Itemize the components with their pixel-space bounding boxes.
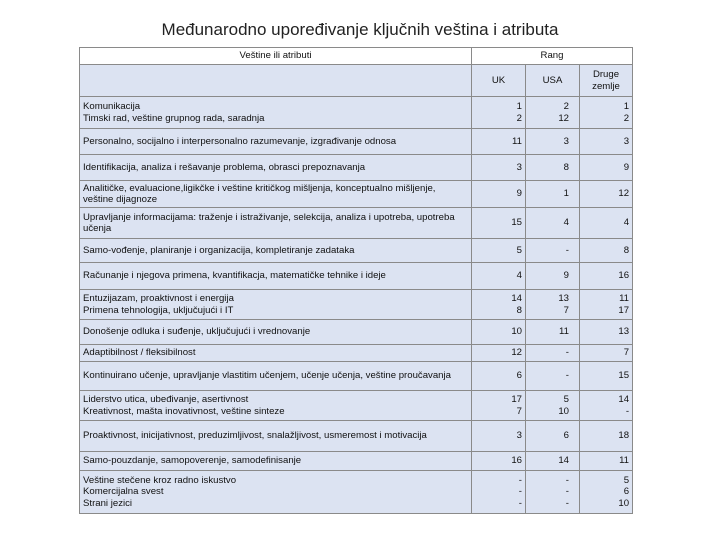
usa-rank-cell: 6 (526, 421, 580, 452)
usa-rank-cell: - (526, 239, 580, 263)
rank-column-header: Rang (472, 48, 633, 65)
other-rank-cell: 7 (580, 345, 633, 362)
table-row (80, 208, 633, 239)
skill-cell: Entuzijazam, proaktivnost i energija Primena tehnologija, uključujući i IT (80, 290, 472, 320)
uk-rank-cell: 11 (472, 129, 526, 155)
uk-rank-cell: - - - (472, 471, 526, 514)
uk-column-header: UK (472, 65, 526, 97)
skill-cell: Liderstvo utica, ubeđivanje, asertivnost Kreativnost, mašta inovativnost, veštine sinteze (80, 391, 472, 421)
other-rank-cell: 18 (580, 421, 633, 452)
other-rank-cell: 13 (580, 320, 633, 345)
other-countries-column-header: Druge zemlje (580, 65, 633, 97)
skill-cell: Veštine stečene kroz radno iskustvo Komercijalna svest Strani jezici (80, 471, 472, 514)
subheader-row (80, 65, 633, 97)
table-row (80, 452, 633, 471)
uk-rank-cell: 16 (472, 452, 526, 471)
skill-cell: Komunikacija Timski rad, veštine grupnog rada, saradnja (80, 97, 472, 129)
usa-rank-cell: 1 (526, 181, 580, 208)
usa-rank-cell: 5 10 (526, 391, 580, 421)
skill-cell: Identifikacija, analiza i rešavanje problema, obrasci prepoznavanja (80, 155, 472, 181)
usa-rank-cell: 4 (526, 208, 580, 239)
other-rank-cell: 9 (580, 155, 633, 181)
other-rank-cell: 14 - (580, 391, 633, 421)
skill-cell: Upravljanje informacijama: traženje i istraživanje, selekcija, analiza i upotreba, upotreba učenja (80, 208, 472, 239)
usa-rank-cell: 9 (526, 263, 580, 290)
other-rank-cell: 11 17 (580, 290, 633, 320)
uk-rank-cell: 1 2 (472, 97, 526, 129)
table-row (80, 290, 633, 320)
other-rank-cell: 5 6 10 (580, 471, 633, 514)
usa-rank-cell: 11 (526, 320, 580, 345)
usa-rank-cell: 3 (526, 129, 580, 155)
table-row (80, 239, 633, 263)
skills-column-header: Veštine ili atributi (80, 48, 472, 65)
subheader-blank-cell (80, 65, 472, 97)
uk-rank-cell: 17 7 (472, 391, 526, 421)
uk-rank-cell: 4 (472, 263, 526, 290)
table-row (80, 155, 633, 181)
uk-rank-cell: 9 (472, 181, 526, 208)
usa-rank-cell: 13 7 (526, 290, 580, 320)
skill-cell: Personalno, socijalno i interpersonalno razumevanje, izgrađivanje odnosa (80, 129, 472, 155)
usa-rank-cell: - (526, 362, 580, 391)
table-row (80, 471, 633, 514)
uk-rank-cell: 10 (472, 320, 526, 345)
other-rank-cell: 8 (580, 239, 633, 263)
table-row (80, 362, 633, 391)
other-rank-cell: 4 (580, 208, 633, 239)
skill-cell: Proaktivnost, inicijativnost, preduzimljivost, snalažljivost, usmeremost i motivacija (80, 421, 472, 452)
usa-rank-cell: 2 12 (526, 97, 580, 129)
table-row (80, 129, 633, 155)
uk-rank-cell: 3 (472, 155, 526, 181)
usa-rank-cell: 14 (526, 452, 580, 471)
usa-column-header: USA (526, 65, 580, 97)
table-row (80, 345, 633, 362)
table-row (80, 421, 633, 452)
skill-cell: Analitičke, evaluacione,ligikčke i veštine kritičkog mišljenja, konceptualno mišljenje, veštine dijagnoze (80, 181, 472, 208)
uk-rank-cell: 6 (472, 362, 526, 391)
table-row (80, 97, 633, 129)
other-rank-cell: 12 (580, 181, 633, 208)
skills-ranking-table (79, 47, 633, 514)
skill-cell: Samo-pouzdanje, samopoverenje, samodefinisanje (80, 452, 472, 471)
usa-rank-cell: - (526, 345, 580, 362)
uk-rank-cell: 12 (472, 345, 526, 362)
other-rank-cell: 3 (580, 129, 633, 155)
table-row (80, 181, 633, 208)
usa-rank-cell: 8 (526, 155, 580, 181)
other-rank-cell: 16 (580, 263, 633, 290)
uk-rank-cell: 14 8 (472, 290, 526, 320)
other-rank-cell: 15 (580, 362, 633, 391)
table-row (80, 391, 633, 421)
header-row (80, 48, 633, 65)
other-rank-cell: 11 (580, 452, 633, 471)
usa-rank-cell: - - - (526, 471, 580, 514)
other-rank-cell: 1 2 (580, 97, 633, 129)
skill-cell: Kontinuirano učenje, upravljanje vlastitim učenjem, učenje učenja, veštine proučavanja (80, 362, 472, 391)
uk-rank-cell: 5 (472, 239, 526, 263)
skill-cell: Adaptibilnost / fleksibilnost (80, 345, 472, 362)
table-row (80, 263, 633, 290)
table-row (80, 320, 633, 345)
skill-cell: Donošenje odluka i suđenje, uključujući i vrednovanje (80, 320, 472, 345)
uk-rank-cell: 3 (472, 421, 526, 452)
uk-rank-cell: 15 (472, 208, 526, 239)
skill-cell: Samo-vođenje, planiranje i organizacija, kompletiranje zadataka (80, 239, 472, 263)
skill-cell: Računanje i njegova primena, kvantifikacja, matematičke tehnike i ideje (80, 263, 472, 290)
page-title: Međunarodno upoređivanje ključnih veština i atributa (161, 20, 559, 39)
